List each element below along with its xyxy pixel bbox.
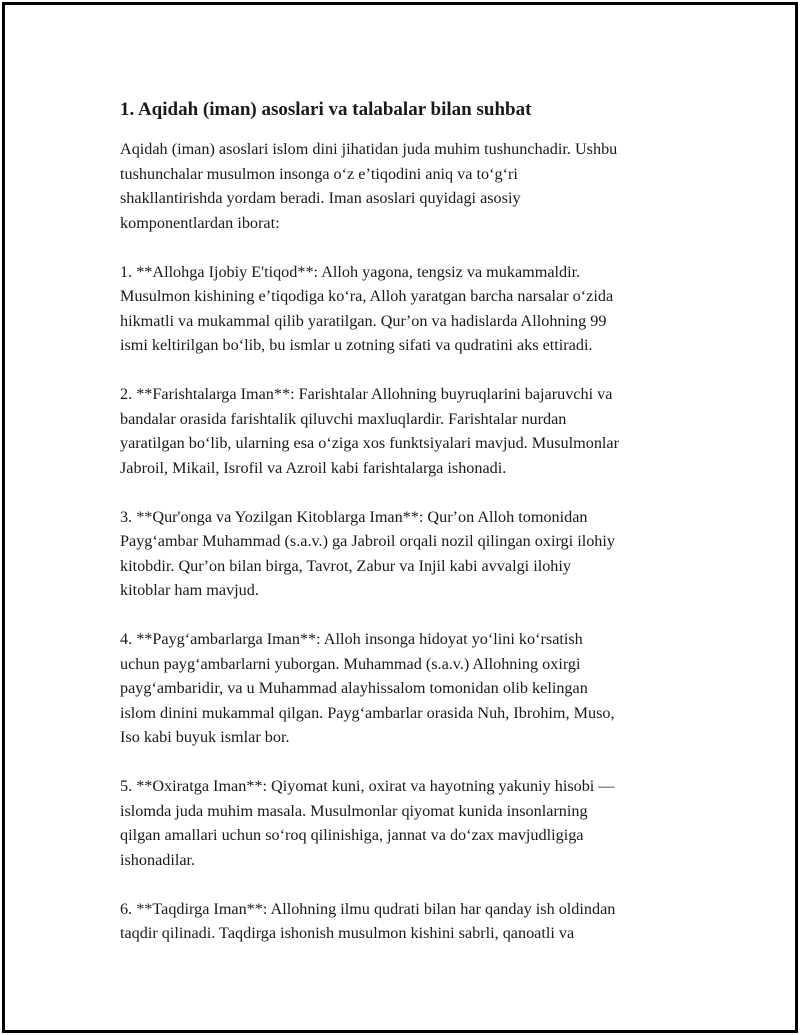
text-line: Aqidah (iman) asoslari islom dini jihatidan juda muhim tushunchadir. Ushbu bbox=[120, 140, 618, 158]
paragraph-item-2 bbox=[120, 382, 700, 480]
text-line: islomda juda muhim masala. Musulmonlar qiyomat kunida insonlarning bbox=[120, 801, 588, 820]
text-line: 1. **Allohga Ijobiy E'tiqod**: Alloh yagona, tengsiz va mukammaldir. bbox=[120, 262, 581, 281]
text-line: bandalar orasida farishtalik qiluvchi maxluqlardir. Farishtalar nurdan bbox=[120, 409, 567, 428]
text-line: kitoblar ham mavjud. bbox=[120, 581, 259, 599]
text-line: Iso kabi buyuk ismlar bor. bbox=[120, 728, 290, 746]
text-line: qilgan amallari uchun soʻroq qilinishiga, jannat va doʻzax mavjudligiga bbox=[120, 826, 584, 844]
text-line: 4. **Paygʻambarlarga Iman**: Alloh insonga hidoyat yoʻlini koʻrsatish bbox=[120, 630, 583, 648]
text-line: ishonadilar. bbox=[120, 850, 196, 869]
text-line: hikmatli va mukammal qilib yaratilgan. Qurʼon va hadislarda Allohning 99 bbox=[120, 311, 607, 330]
paragraph-item-4 bbox=[120, 627, 700, 750]
section-heading: 1. Aqidah (iman) asoslari va talabalar bilan suhbat bbox=[120, 99, 532, 120]
text-line: tushunchalar musulmon insonga oʻz eʼtiqodini aniq va toʻgʻri bbox=[120, 164, 518, 183]
paragraph-intro bbox=[120, 137, 700, 235]
text-line: shakllantirishda yordam beradi. Iman asoslari quyidagi asosiy bbox=[120, 189, 521, 207]
text-line: taqdir qilinadi. Taqdirga ishonish musulmon kishini sabrli, qanoatli va bbox=[120, 924, 575, 942]
text-line: uchun paygʻambarlarni yuborgan. Muhammad (s.a.v.) Allohning oxirgi bbox=[120, 654, 581, 673]
paragraph-item-6 bbox=[120, 897, 700, 946]
paragraph-item-3 bbox=[120, 505, 700, 603]
text-line: islom dinini mukammal qilgan. Paygʻambarlar orasida Nuh, Ibrohim, Muso, bbox=[120, 703, 615, 722]
text-line: 6. **Taqdirga Iman**: Allohning ilmu qudrati bilan har qanday ish oldindan bbox=[120, 899, 616, 918]
text-line: komponentlardan iborat: bbox=[120, 213, 280, 232]
text-line: Musulmon kishining eʼtiqodiga koʻra, Alloh yaratgan barcha narsalar oʻzida bbox=[120, 287, 614, 305]
text-line: 3. **Qur'onga va Yozilgan Kitoblarga Iman**: Qurʼon Alloh tomonidan bbox=[120, 507, 588, 526]
text-line: yaratilgan boʻlib, ularning esa oʻziga xos funktsiyalari mavjud. Musulmonlar bbox=[120, 434, 619, 452]
text-line: ismi keltirilgan boʻlib, bu ismlar u zotning sifati va qudratini aks ettiradi. bbox=[120, 336, 593, 354]
text-line: 5. **Oxiratga Iman**: Qiyomat kuni, oxirat va hayotning yakuniy hisobi — bbox=[120, 777, 615, 795]
page-frame bbox=[2, 2, 798, 1033]
text-line: Paygʻambar Muhammad (s.a.v.) ga Jabroil orqali nozil qilingan oxirgi ilohiy bbox=[120, 532, 615, 550]
text-line: 2. **Farishtalarga Iman**: Farishtalar Allohning buyruqlarini bajaruvchi va bbox=[120, 385, 613, 403]
text-line: Jabroil, Mikail, Isrofil va Azroil kabi farishtalarga ishonadi. bbox=[120, 458, 507, 477]
paragraph-item-1 bbox=[120, 260, 700, 358]
document-body bbox=[120, 98, 700, 970]
text-line: paygʻambaridir, va u Muhammad alayhissalom tomonidan olib kelingan bbox=[120, 679, 588, 697]
paragraph-item-5 bbox=[120, 774, 700, 872]
text-line: kitobdir. Qurʼon bilan birga, Tavrot, Zabur va Injil kabi avvalgi ilohiy bbox=[120, 556, 571, 575]
